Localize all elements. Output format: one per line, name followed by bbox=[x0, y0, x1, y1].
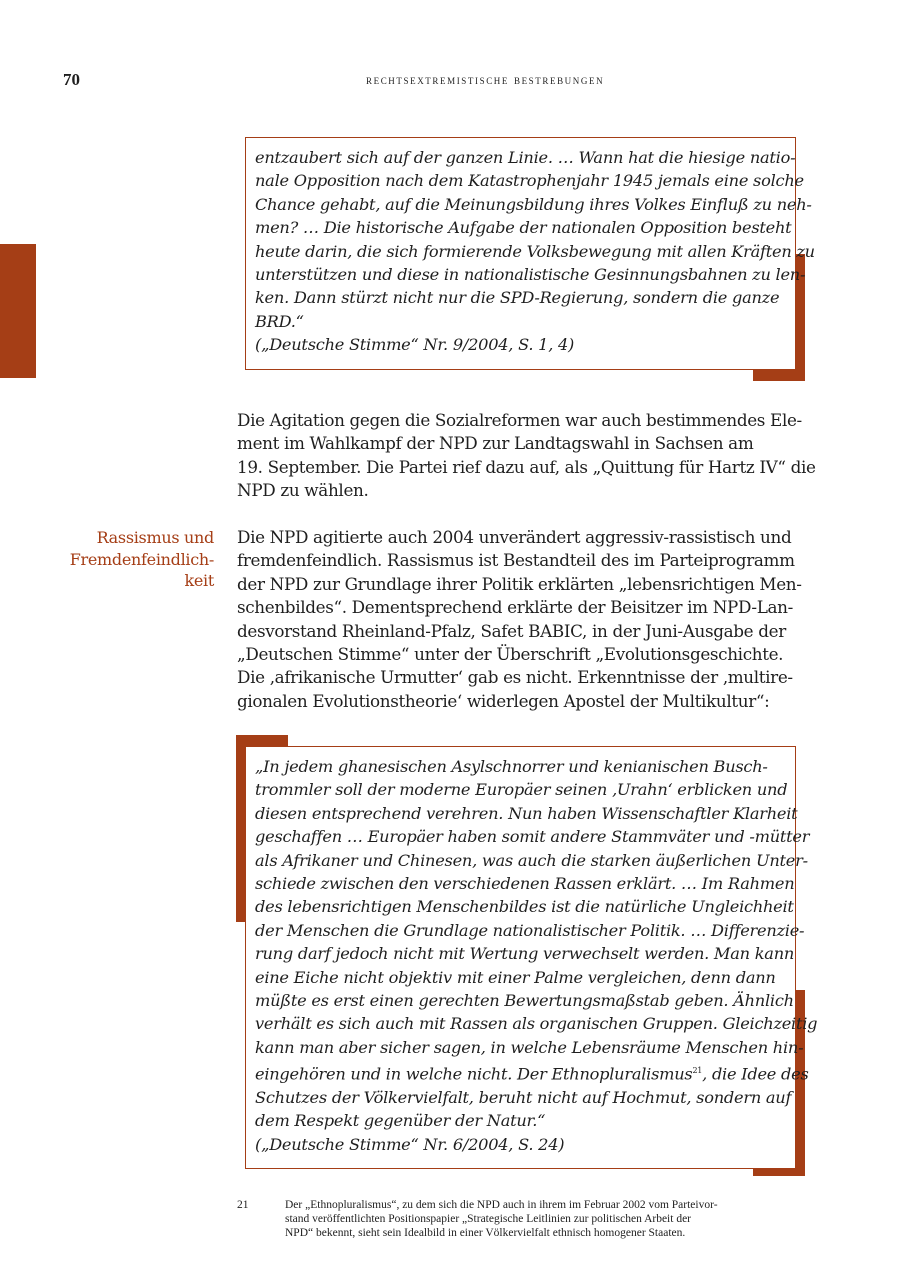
quote-source: („Deutsche Stimme“ Nr. 6/2004, S. 24) bbox=[255, 1134, 565, 1154]
quote-text: eingehören und in welche nicht. Der Ethnopluralismus bbox=[255, 1064, 693, 1084]
margin-note-line: Rassismus und bbox=[96, 528, 214, 547]
quote-line: eine Eiche nicht objektiv mit einer Palme vergleichen, denn dann bbox=[255, 967, 776, 987]
quote-line: müßte es erst einen gerechten Bewertungsmaßstab geben. Ähnlich bbox=[255, 991, 794, 1011]
body-line: „Deutschen Stimme“ unter der Überschrift „Evolutionsgeschichte. bbox=[237, 644, 784, 665]
body-line: der NPD zur Grundlage ihrer Politik erklärten „lebensrichtigen Men- bbox=[237, 573, 802, 594]
quote-box-2 bbox=[245, 746, 818, 1169]
body-line: 19. September. Die Partei rief dazu auf, als „Quittung für Hartz IV“ die bbox=[237, 456, 816, 477]
footnote-line: NPD“ bekennt, sieht sein Idealbild in einer Völkervielfalt ethnisch homogener Staaten. bbox=[285, 1227, 686, 1239]
quote-line: rung darf jedoch nicht mit Wertung verwechselt werden. Man kann bbox=[255, 944, 795, 964]
body-line: fremdenfeindlich. Rassismus ist Bestandteil des im Parteiprogramm bbox=[237, 550, 795, 571]
quote-line: trommler soll der moderne Europäer seinen ‚Urahn‘ erblicken und bbox=[255, 780, 788, 800]
quote-line-with-footnote bbox=[255, 1059, 809, 1086]
body-line: Die Agitation gegen die Sozialreformen war auch bestimmendes Ele- bbox=[237, 410, 802, 430]
quote-line: als Afrikaner und Chinesen, was auch die starken äußerlichen Unter- bbox=[255, 850, 808, 870]
quote-line: des lebensrichtigen Menschenbildes ist die natürliche Ungleichheit bbox=[255, 897, 794, 917]
body-line: desvorstand Rheinland-Pfalz, Safet BABIC, in der Juni-Ausgabe der bbox=[237, 620, 786, 641]
quote-line: kann man aber sicher sagen, in welche Lebensräume Menschen hin- bbox=[255, 1037, 804, 1057]
quote-line: men? … Die historische Aufgabe der nationalen Opposition besteht bbox=[255, 218, 792, 238]
quote-line: diesen entsprechend verehren. Nun haben Wissenschaftler Klarheit bbox=[255, 803, 798, 823]
margin-note-line: Fremdenfeindlich- bbox=[69, 549, 214, 569]
quote-box-1 bbox=[245, 137, 815, 370]
quote-source: („Deutsche Stimme“ Nr. 9/2004, S. 1, 4) bbox=[255, 335, 575, 355]
quote-line: Chance gehabt, auf die Meinungsbildung ihres Volkes Einfluß zu neh- bbox=[255, 194, 812, 214]
quote-line: ken. Dann stürzt nicht nur die SPD-Regierung, sondern die ganze bbox=[255, 288, 780, 308]
footnote-reference[interactable]: 21 bbox=[692, 1066, 703, 1076]
quote-line: entzaubert sich auf der ganzen Linie. … Wann hat die hiesige natio- bbox=[255, 148, 796, 167]
footnote-line: Der „Ethnopluralismus“, zu dem sich die NPD auch in ihrem im Februar 2002 vom Parteivor- bbox=[285, 1199, 718, 1211]
running-header: rechtsextremistische bestrebungen bbox=[366, 72, 605, 87]
body-line: NPD zu wählen. bbox=[237, 480, 369, 501]
quote-line: schiede zwischen den verschiedenen Rassen erklärt. … Im Rahmen bbox=[255, 874, 795, 894]
body-line: ment im Wahlkampf der NPD zur Landtagswahl in Sachsen am bbox=[237, 433, 754, 454]
body-line: schenbildes“. Dementsprechend erklärte der Beisitzer im NPD-Lan- bbox=[237, 597, 793, 618]
quote-line: BRD.“ bbox=[255, 311, 304, 331]
margin-note bbox=[70, 527, 214, 592]
quote-line: „In jedem ghanesischen Asylschnorrer und kenianischen Busch- bbox=[255, 757, 768, 776]
quote-line: der Menschen die Grundlage nationalistischer Politik. … Differenzie- bbox=[255, 920, 805, 940]
quote-line: unterstützen und diese in nationalistische Gesinnungsbahnen zu len- bbox=[255, 265, 806, 285]
footnote-number: 21 bbox=[237, 1199, 249, 1211]
page-number: 70 bbox=[63, 70, 80, 89]
footnote-line: stand veröffentlichten Positionspapier „Strategische Leitlinien zur politischen Arbeit der bbox=[285, 1213, 692, 1225]
quote-line: nale Opposition nach dem Katastrophenjahr 1945 jemals eine solche bbox=[255, 171, 804, 191]
body-paragraph-2 bbox=[237, 526, 802, 713]
margin-note-line: keit bbox=[184, 571, 214, 590]
quote-line: verhält es sich auch mit Rassen als organischen Gruppen. Gleichzeitig bbox=[255, 1014, 818, 1034]
body-paragraph-1 bbox=[237, 409, 816, 503]
quote-text: , die Idee des bbox=[702, 1064, 809, 1084]
left-edge-accent-bar bbox=[0, 244, 36, 378]
body-line: Die ‚afrikanische Urmutter‘ gab es nicht. Erkenntnisse der ‚multire- bbox=[237, 667, 793, 688]
quote-line: Schutzes der Völkervielfalt, beruht nicht auf Hochmut, sondern auf bbox=[255, 1088, 792, 1108]
quote-line: dem Respekt gegenüber der Natur.“ bbox=[255, 1111, 546, 1131]
footnote-text bbox=[285, 1198, 718, 1240]
quote-line: heute darin, die sich formierende Volksbewegung mit allen Kräften zu bbox=[255, 241, 815, 261]
body-line: gionalen Evolutionstheorie‘ widerlegen Apostel der Multikultur“: bbox=[237, 690, 770, 711]
quote-line: geschaffen … Europäer haben somit andere Stammväter und -mütter bbox=[255, 827, 810, 847]
body-line: Die NPD agitierte auch 2004 unverändert aggressiv-rassistisch und bbox=[237, 527, 792, 547]
